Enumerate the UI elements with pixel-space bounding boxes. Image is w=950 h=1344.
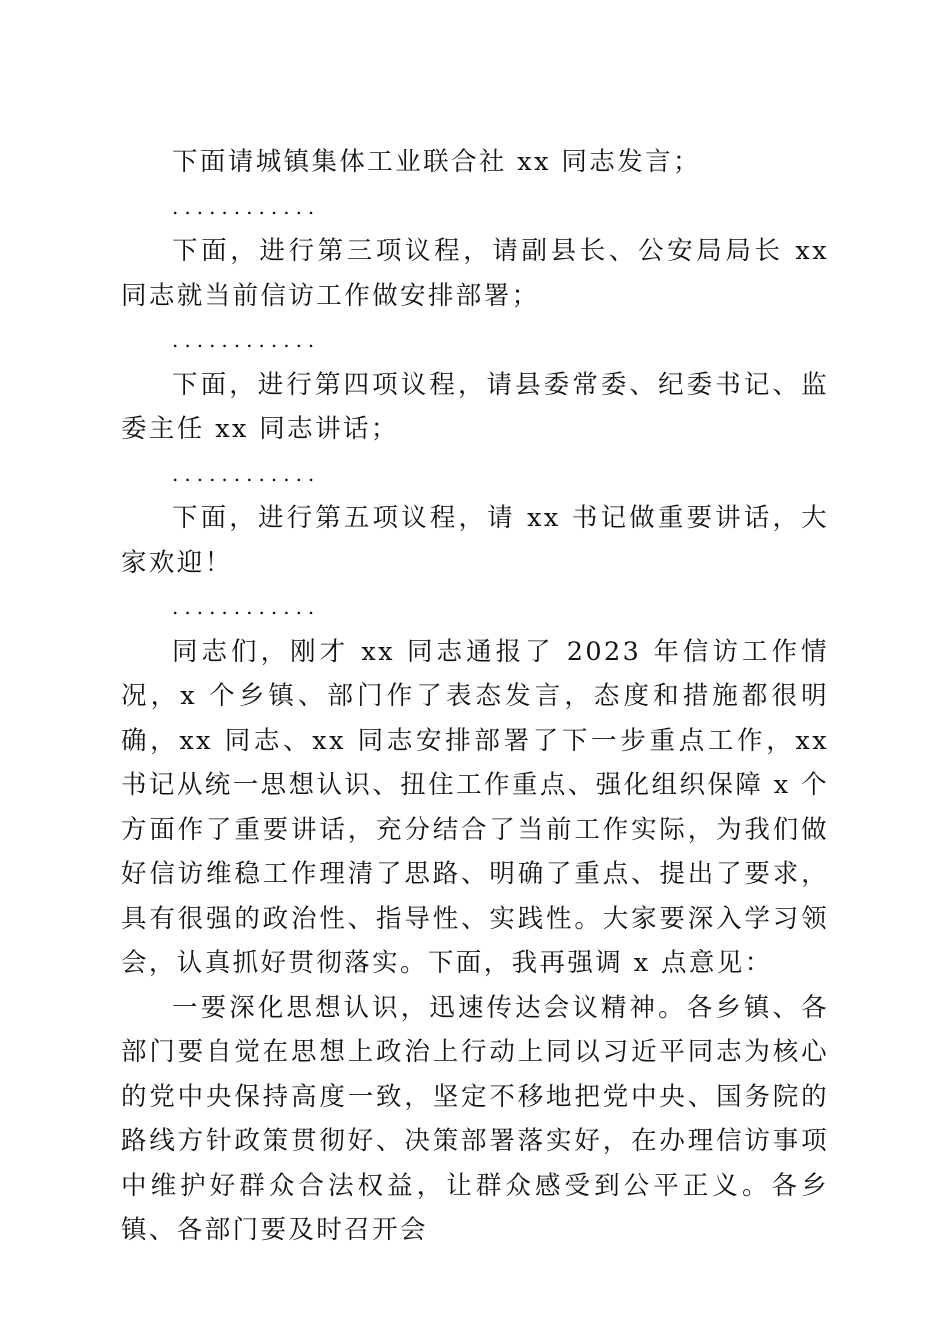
paragraph-agenda-5: 下面，进行第五项议程，请 xx 书记做重要讲话，大家欢迎！ <box>121 503 829 578</box>
ellipsis-3: ............ <box>172 461 321 486</box>
paragraph-speaker-1: 下面请城镇集体工业联合社 xx 同志发言； <box>172 147 701 177</box>
ellipsis-1: ............ <box>172 194 321 219</box>
paragraph-agenda-4: 下面，进行第四项议程，请县委常委、纪委书记、监委主任 xx 同志讲话； <box>121 369 829 444</box>
paragraph-agenda-3: 下面，进行第三项议程，请副县长、公安局局长 xx 同志就当前信访工作做安排部署； <box>121 236 829 311</box>
paragraph-summary: 同志们，刚才 xx 同志通报了 2023 年信访工作情况，x 个乡镇、部门作了表态发言，态度和措施都很明确，xx 同志、xx 同志安排部署了下一步重点工作，xx 书记从统一思想认识、扭住工作重点、强化组织保障 x 个方面作了重要讲话，充分结合了当前工作实际，为我们做好信访维稳工作理清了思路、明确了重点、提出了要求，具有很强的政治性、指导性、实践性。大家要深入学习领会，认真抓好贯彻落实。下面，我再强调 x 点意见： <box>121 636 829 978</box>
ellipsis-4: ............ <box>172 595 321 619</box>
ellipsis-2: ............ <box>172 328 321 352</box>
document-body <box>121 140 829 1253</box>
paragraph-point-1: 一要深化思想认识，迅速传达会议精神。各乡镇、各部门要自觉在思想上政治上行动上同以习近平同志为核心的党中央保持高度一致，坚定不移地把党中央、国务院的路线方针政策贯彻好、决策部署落实好，在办理信访事项中维护好群众合法权益，让群众感受到公平正义。各乡镇、各部门要及时召开会 <box>121 992 829 1245</box>
